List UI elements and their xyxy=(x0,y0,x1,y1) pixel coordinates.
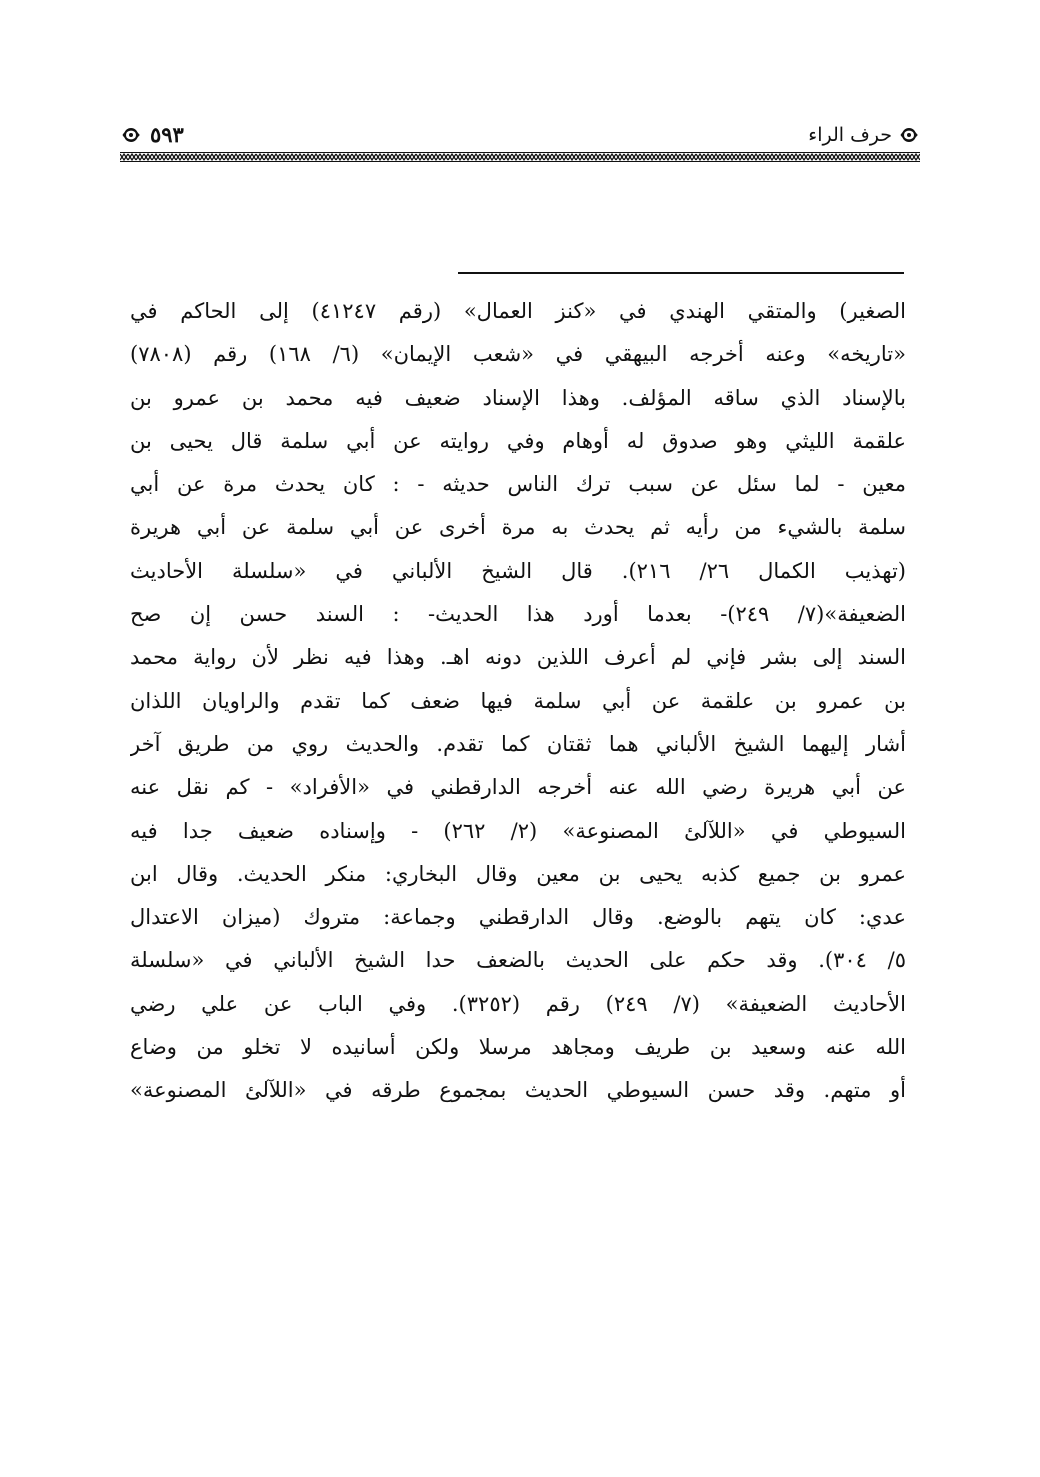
text-line: بن عمرو بن علقمة عن أبي سلمة فيها ضعف كما تقدم والراويان اللذان xyxy=(130,688,906,713)
text-line: أو متهم. وقد حسن السيوطي الحديث بمجموع طرقه في «اللآلئ المصنوعة» xyxy=(130,1078,906,1103)
text-line: السيوطي في «اللآلئ المصنوعة» (٢/ ٢٦٢) - وإسناده ضعيف جدا فيه xyxy=(130,818,906,843)
text-line: علقمة الليثي وهو صدوق له أوهام وفي روايته عن أبي سلمة قال يحيى بن xyxy=(130,428,906,453)
text-line: السند إلى بشر فإني لم أعرف اللذين دونه اهـ. وهذا فيه نظر لأن رواية محمد xyxy=(130,645,906,670)
footnote-text xyxy=(130,290,906,1113)
text-line: الضعيفة»(٧/ ٢٤٩)- بعدما أورد هذا الحديث- : السند حسن إن صح xyxy=(130,602,906,627)
running-title: حرف الراء xyxy=(808,124,892,146)
text-line: الصغير) والمتقي الهندي في «كنز العمال» (رقم ٤١٢٤٧) إلى الحاكم في xyxy=(130,299,906,323)
text-line: الأحاديث الضعيفة» (٧/ ٢٤٩) رقم (٣٢٥٢). وفي الباب عن علي رضي xyxy=(130,991,906,1016)
footnote-separator xyxy=(458,272,904,274)
text-line: عن أبي هريرة رضي الله عنه أخرجه الدارقطني في «الأفراد» - كم نقل عنه xyxy=(130,775,906,800)
text-line: عدي: كان يتهم بالوضع. وقال الدارقطني وجماعة: متروك (ميزان الاعتدال xyxy=(130,905,906,930)
text-line: (تهذيب الكمال ٢٦/ ٢١٦). قال الشيخ الألباني في «سلسلة الأحاديث xyxy=(130,558,906,583)
text-line: عمرو بن جميع كذبه يحيى بن معين وقال البخاري: منكر الحديث. وقال ابن xyxy=(130,861,906,886)
text-line: معين - لما سئل عن سبب ترك الناس حديثه - : كان يحدث مرة عن أبي xyxy=(130,472,906,497)
text-line: بالإسناد الذي ساقه المؤلف. وهذا الإسناد ضعيف فيه محمد بن عمرو بن xyxy=(130,385,906,410)
text-line: أشار إليهما الشيخ الألباني هما ثقتان كما تقدم. والحديث روي من طريق آخر xyxy=(130,731,906,756)
header-divider xyxy=(120,152,920,162)
text-line: ٥/ ٣٠٤). وقد حكم على الحديث بالضعف حدا الشيخ الألباني في «سلسلة xyxy=(130,948,906,973)
ornament-icon xyxy=(898,124,920,146)
text-line: سلمة بالشيء من رأيه ثم يحدث به مرة أخرى عن أبي سلمة عن أبي هريرة xyxy=(130,515,906,540)
text-line: الله عنه وسعيد بن طريف ومجاهد مرسلا ولكن أسانيده لا تخلو من وضاع xyxy=(130,1035,906,1060)
text-line: «تاريخه» وعنه أخرجه البيهقي في «شعب الإيمان» (٦/ ١٦٨) رقم (٧٨٠٨) xyxy=(130,342,906,367)
ornament-icon xyxy=(120,124,142,146)
page-number: ٥٩٣ xyxy=(150,122,184,147)
